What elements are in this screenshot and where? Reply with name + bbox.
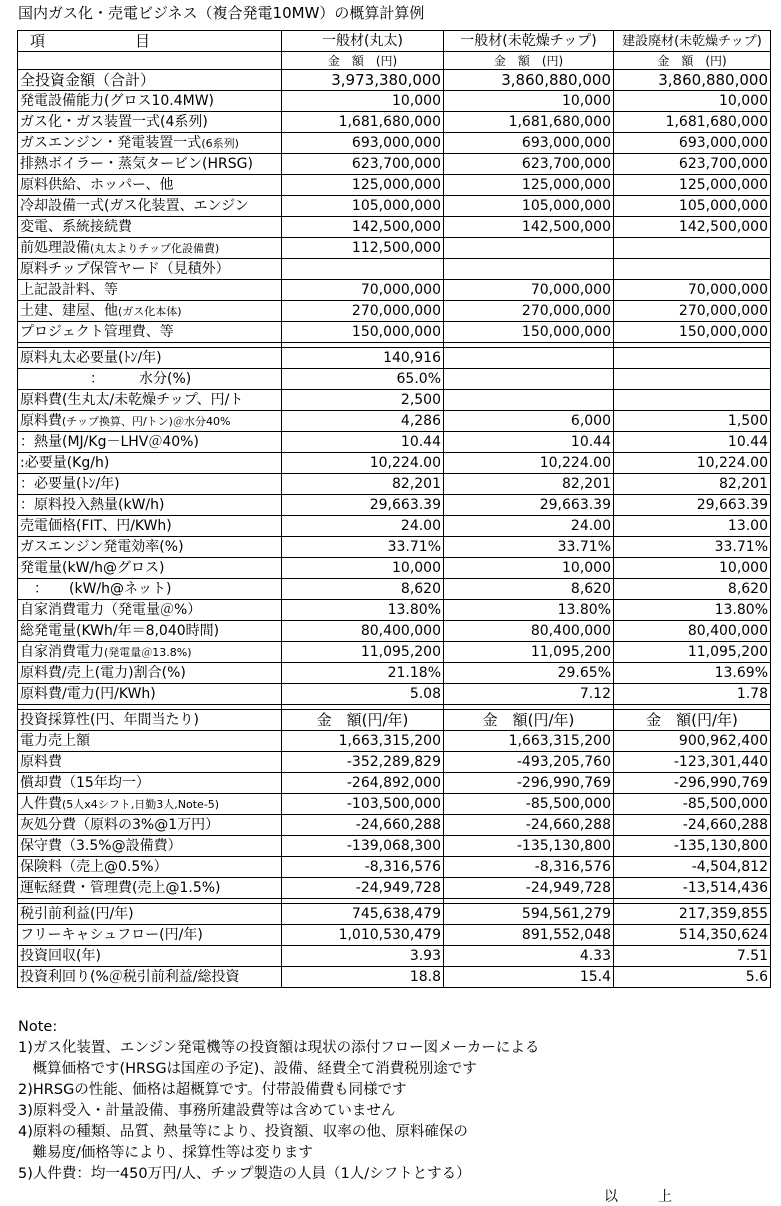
table-row bbox=[18, 836, 771, 857]
value-cell: 3,973,380,000 bbox=[282, 70, 444, 91]
value-cell: 514,350,624 bbox=[614, 925, 771, 946]
value-cell: 125,000,000 bbox=[614, 175, 771, 196]
row-label-text: 電力売上額 bbox=[20, 732, 90, 749]
table-row bbox=[18, 731, 771, 752]
value-cell bbox=[614, 369, 771, 390]
note-line: Note: bbox=[18, 1019, 58, 1035]
row-label bbox=[18, 348, 282, 369]
value-cell: 105,000,000 bbox=[282, 196, 444, 217]
row-label-text: 冷却設備一式(ガス化装置、エンジン bbox=[20, 197, 249, 214]
value-cell: 6,000 bbox=[444, 411, 614, 432]
row-label-text: 発電量(kW/h@グロス) bbox=[20, 559, 165, 576]
row-label-text: ガス化・ガス装置一式(4系列) bbox=[20, 113, 208, 130]
value-cell: 8,620 bbox=[282, 579, 444, 600]
value-cell: 5.6 bbox=[614, 967, 771, 988]
value-cell: 8,620 bbox=[614, 579, 771, 600]
value-cell: 3,860,880,000 bbox=[444, 70, 614, 91]
table-row bbox=[18, 133, 771, 154]
value-cell: 29,663.39 bbox=[282, 495, 444, 516]
value-cell: 1,663,315,200 bbox=[282, 731, 444, 752]
value-cell: 70,000,000 bbox=[444, 280, 614, 301]
row-label bbox=[18, 537, 282, 558]
value-cell: 140,916 bbox=[282, 348, 444, 369]
row-label bbox=[18, 91, 282, 112]
value-cell: 10,224.00 bbox=[614, 453, 771, 474]
value-cell: 10,224.00 bbox=[282, 453, 444, 474]
row-label-text: 償却費（15年均一） bbox=[20, 774, 150, 791]
value-cell: 10.44 bbox=[444, 432, 614, 453]
row-label-text: 原料費 bbox=[20, 412, 62, 429]
row-label-text: 原料費/売上(電力)割合(%) bbox=[20, 664, 186, 681]
table-row bbox=[18, 322, 771, 343]
row-label-text: 変電、系統接続費 bbox=[20, 218, 132, 235]
table-row bbox=[18, 642, 771, 663]
table-row bbox=[18, 878, 771, 899]
value-cell bbox=[444, 238, 614, 259]
row-label bbox=[18, 390, 282, 411]
value-cell: 112,500,000 bbox=[282, 238, 444, 259]
table-row bbox=[18, 579, 771, 600]
row-label-text: 保険料（売上@0.5%） bbox=[20, 858, 168, 875]
row-label bbox=[18, 516, 282, 537]
value-cell: 1,681,680,000 bbox=[444, 112, 614, 133]
value-cell bbox=[444, 369, 614, 390]
value-cell: -85,500,000 bbox=[614, 794, 771, 815]
row-label bbox=[18, 474, 282, 495]
value-cell bbox=[282, 259, 444, 280]
value-cell: 1.78 bbox=[614, 684, 771, 705]
value-cell: 745,638,479 bbox=[282, 904, 444, 925]
row-label-text: ガスエンジン発電効率(%) bbox=[20, 538, 184, 555]
row-label-text: ： 水分(%) bbox=[20, 370, 192, 387]
table-body bbox=[18, 31, 771, 988]
table-row bbox=[18, 495, 771, 516]
unit-row bbox=[18, 52, 771, 70]
table-row bbox=[18, 238, 771, 259]
value-cell: 10.44 bbox=[614, 432, 771, 453]
section-header-row bbox=[18, 710, 771, 731]
value-cell: 150,000,000 bbox=[444, 322, 614, 343]
table-row bbox=[18, 558, 771, 579]
value-cell: 4,286 bbox=[282, 411, 444, 432]
column-header-logs: 一般材(丸太) bbox=[282, 31, 444, 52]
table-row bbox=[18, 70, 771, 91]
row-label bbox=[18, 322, 282, 343]
row-label bbox=[18, 432, 282, 453]
row-label-text: ：熱量(MJ/Kg－LHV＠40%) bbox=[20, 433, 199, 450]
section-header-unit: 金 額(円/年) bbox=[614, 710, 771, 731]
row-label bbox=[18, 175, 282, 196]
note-line: 難易度/価格等により、採算性等は変ります bbox=[18, 1145, 313, 1161]
value-cell: 105,000,000 bbox=[444, 196, 614, 217]
unit-label: 金 額 (円) bbox=[444, 52, 614, 70]
unit-label: 金 額 (円) bbox=[614, 52, 771, 70]
row-label-note: (発電量＠13.8%) bbox=[104, 645, 192, 659]
value-cell: 24.00 bbox=[282, 516, 444, 537]
table-row bbox=[18, 752, 771, 773]
value-cell: 13.69% bbox=[614, 663, 771, 684]
value-cell: 150,000,000 bbox=[614, 322, 771, 343]
value-cell: 2,500 bbox=[282, 390, 444, 411]
value-cell: -24,949,728 bbox=[444, 878, 614, 899]
value-cell: 13.80% bbox=[444, 600, 614, 621]
row-label-text: :必要量(Kg/h) bbox=[20, 454, 110, 471]
value-cell: 1,500 bbox=[614, 411, 771, 432]
note-line: 概算価格です(HRSGは国産の予定)、設備、経費全て消費税別途です bbox=[18, 1061, 477, 1077]
table-row bbox=[18, 904, 771, 925]
value-cell bbox=[614, 238, 771, 259]
value-cell: 11,095,200 bbox=[614, 642, 771, 663]
value-cell: 11,095,200 bbox=[282, 642, 444, 663]
value-cell: -135,130,800 bbox=[444, 836, 614, 857]
table-row bbox=[18, 967, 771, 988]
table-row bbox=[18, 537, 771, 558]
value-cell: 10,000 bbox=[282, 558, 444, 579]
value-cell bbox=[444, 259, 614, 280]
value-cell: 10,000 bbox=[614, 558, 771, 579]
value-cell: 80,400,000 bbox=[282, 621, 444, 642]
row-label bbox=[18, 752, 282, 773]
value-cell bbox=[614, 348, 771, 369]
table-row bbox=[18, 280, 771, 301]
row-label-text: プロジェクト管理費、等 bbox=[20, 323, 174, 340]
value-cell: 693,000,000 bbox=[444, 133, 614, 154]
row-label bbox=[18, 453, 282, 474]
row-label bbox=[18, 731, 282, 752]
value-cell: -24,949,728 bbox=[282, 878, 444, 899]
value-cell: 270,000,000 bbox=[614, 301, 771, 322]
value-cell bbox=[444, 390, 614, 411]
row-label bbox=[18, 946, 282, 967]
value-cell: 623,700,000 bbox=[614, 154, 771, 175]
row-label bbox=[18, 495, 282, 516]
value-cell: 82,201 bbox=[614, 474, 771, 495]
value-cell: 10,000 bbox=[614, 91, 771, 112]
value-cell: -296,990,769 bbox=[614, 773, 771, 794]
row-label-text: 灰処分費（原料の3%@1万円） bbox=[20, 816, 220, 833]
row-label bbox=[18, 217, 282, 238]
value-cell: 1,663,315,200 bbox=[444, 731, 614, 752]
value-cell: -4,504,812 bbox=[614, 857, 771, 878]
table-row bbox=[18, 348, 771, 369]
row-label-text: ガスエンジン・発電装置一式 bbox=[20, 134, 202, 151]
column-header-construction-waste: 建設廃材(未乾燥チップ) bbox=[614, 31, 771, 52]
value-cell: -264,892,000 bbox=[282, 773, 444, 794]
value-cell: -296,990,769 bbox=[444, 773, 614, 794]
table-row bbox=[18, 369, 771, 390]
table-row bbox=[18, 196, 771, 217]
value-cell: 29.65% bbox=[444, 663, 614, 684]
value-cell: 8,620 bbox=[444, 579, 614, 600]
row-label bbox=[18, 642, 282, 663]
value-cell: 29,663.39 bbox=[614, 495, 771, 516]
row-label-text: 排熱ボイラー・蒸気タービン(HRSG) bbox=[20, 155, 253, 172]
value-cell: 10.44 bbox=[282, 432, 444, 453]
note-line: 3)原料受入・計量設備、事務所建設費等は含めていません bbox=[18, 1103, 396, 1119]
value-cell: -352,289,829 bbox=[282, 752, 444, 773]
value-cell: 142,500,000 bbox=[444, 217, 614, 238]
item-header: 項 目 bbox=[18, 31, 282, 52]
row-label-text: ：原料投入熱量(kW/h) bbox=[20, 496, 165, 513]
value-cell: 15.4 bbox=[444, 967, 614, 988]
closing-mark: 以上 bbox=[604, 1189, 712, 1205]
value-cell: 80,400,000 bbox=[614, 621, 771, 642]
row-label bbox=[18, 112, 282, 133]
table-row bbox=[18, 621, 771, 642]
value-cell: 10,224.00 bbox=[444, 453, 614, 474]
row-label-text: 原料チップ保管ヤード（見積外） bbox=[20, 260, 230, 277]
value-cell: 10,000 bbox=[282, 91, 444, 112]
unit-blank bbox=[18, 52, 282, 70]
value-cell: 82,201 bbox=[282, 474, 444, 495]
table-row bbox=[18, 112, 771, 133]
value-cell: -13,514,436 bbox=[614, 878, 771, 899]
row-label-text: 全投資金額（合計） bbox=[20, 70, 156, 89]
row-label bbox=[18, 600, 282, 621]
row-label bbox=[18, 558, 282, 579]
value-cell: 1,681,680,000 bbox=[614, 112, 771, 133]
row-label bbox=[18, 773, 282, 794]
value-cell: -24,660,288 bbox=[614, 815, 771, 836]
value-cell: 693,000,000 bbox=[282, 133, 444, 154]
table-row bbox=[18, 600, 771, 621]
row-label-note: (ガス化本体) bbox=[118, 304, 182, 318]
value-cell: 217,359,855 bbox=[614, 904, 771, 925]
row-label-text: 保守費（3.5%@設備費） bbox=[20, 837, 182, 854]
value-cell: 7.51 bbox=[614, 946, 771, 967]
row-label-text: 原料丸太必要量(ﾄﾝ/年) bbox=[20, 349, 162, 366]
row-label-text: 総発電量(KWh/年＝8,040時間) bbox=[20, 622, 220, 639]
table-row bbox=[18, 453, 771, 474]
row-label-text: 原料供給、ホッパー、他 bbox=[20, 176, 174, 193]
value-cell: 11,095,200 bbox=[444, 642, 614, 663]
row-label bbox=[18, 411, 282, 432]
value-cell: 105,000,000 bbox=[614, 196, 771, 217]
value-cell: 13.80% bbox=[282, 600, 444, 621]
row-label bbox=[18, 301, 282, 322]
value-cell: 3,860,880,000 bbox=[614, 70, 771, 91]
row-label-text: 自家消費電力 bbox=[20, 643, 104, 660]
row-label-note: (チップ換算、円/トン)＠水分40% bbox=[62, 414, 231, 428]
table-row bbox=[18, 684, 771, 705]
table-row bbox=[18, 925, 771, 946]
table-row bbox=[18, 217, 771, 238]
value-cell: 10,000 bbox=[444, 558, 614, 579]
value-cell: 1,681,680,000 bbox=[282, 112, 444, 133]
value-cell: 142,500,000 bbox=[282, 217, 444, 238]
table-row bbox=[18, 857, 771, 878]
value-cell: -103,500,000 bbox=[282, 794, 444, 815]
table-row bbox=[18, 432, 771, 453]
column-header-wet-chips: 一般材(未乾燥チップ) bbox=[444, 31, 614, 52]
value-cell: 623,700,000 bbox=[444, 154, 614, 175]
row-label-text: 税引前利益(円/年) bbox=[20, 905, 134, 922]
note-line: 2)HRSGの性能、価格は超概算です。付帯設備費も同様です bbox=[18, 1082, 407, 1098]
row-label bbox=[18, 794, 282, 815]
value-cell: 80,400,000 bbox=[444, 621, 614, 642]
table-row bbox=[18, 154, 771, 175]
value-cell: -85,500,000 bbox=[444, 794, 614, 815]
value-cell: 10,000 bbox=[444, 91, 614, 112]
value-cell: 150,000,000 bbox=[282, 322, 444, 343]
row-label bbox=[18, 579, 282, 600]
notes-block bbox=[18, 1017, 539, 1185]
row-label-note: (丸太よりチップ化設備費) bbox=[90, 241, 220, 255]
row-label bbox=[18, 238, 282, 259]
value-cell: 142,500,000 bbox=[614, 217, 771, 238]
value-cell: 270,000,000 bbox=[282, 301, 444, 322]
row-label bbox=[18, 967, 282, 988]
row-label-text: 原料費 bbox=[20, 753, 62, 770]
row-label bbox=[18, 663, 282, 684]
value-cell: 13.80% bbox=[614, 600, 771, 621]
value-cell: 125,000,000 bbox=[282, 175, 444, 196]
row-label bbox=[18, 857, 282, 878]
section-header-unit: 金 額(円/年) bbox=[282, 710, 444, 731]
row-label-text: 前処理設備 bbox=[20, 239, 90, 256]
value-cell: 7.12 bbox=[444, 684, 614, 705]
row-label-text: 投資回収(年) bbox=[20, 947, 101, 964]
note-line: 1)ガス化装置、エンジン発電機等の投資額は現状の添付フロー図メーカーによる bbox=[18, 1040, 540, 1056]
value-cell: 900,962,400 bbox=[614, 731, 771, 752]
row-label bbox=[18, 621, 282, 642]
row-label-text: 人件費 bbox=[20, 795, 62, 812]
row-label-text: 運転経費・管理費(売上@1.5%) bbox=[20, 879, 221, 896]
row-label bbox=[18, 878, 282, 899]
value-cell: 13.00 bbox=[614, 516, 771, 537]
row-label-text: 投資利回り(%＠税引前利益/総投資 bbox=[20, 968, 240, 985]
table-row bbox=[18, 946, 771, 967]
header-row bbox=[18, 31, 771, 52]
value-cell: -139,068,300 bbox=[282, 836, 444, 857]
table-row bbox=[18, 175, 771, 196]
note-line: 4)原料の種類、品質、熱量等により、投資額、収率の他、原料確保の bbox=[18, 1124, 468, 1140]
row-label-note: (6系列) bbox=[201, 136, 239, 150]
row-label-text: 売電価格(FIT、円/KWh) bbox=[20, 517, 172, 534]
value-cell: 29,663.39 bbox=[444, 495, 614, 516]
table-row bbox=[18, 773, 771, 794]
row-label bbox=[18, 836, 282, 857]
value-cell: 65.0% bbox=[282, 369, 444, 390]
value-cell bbox=[614, 390, 771, 411]
row-label bbox=[18, 815, 282, 836]
value-cell: 24.00 bbox=[444, 516, 614, 537]
section-header-unit: 金 額(円/年) bbox=[444, 710, 614, 731]
table-row bbox=[18, 259, 771, 280]
value-cell bbox=[614, 259, 771, 280]
row-label-text: 自家消費電力（発電量＠%） bbox=[20, 601, 202, 618]
row-label bbox=[18, 196, 282, 217]
value-cell: 33.71% bbox=[614, 537, 771, 558]
value-cell: -24,660,288 bbox=[444, 815, 614, 836]
row-label bbox=[18, 904, 282, 925]
table-row bbox=[18, 301, 771, 322]
value-cell: -135,130,800 bbox=[614, 836, 771, 857]
table-row bbox=[18, 815, 771, 836]
value-cell: 693,000,000 bbox=[614, 133, 771, 154]
value-cell bbox=[444, 348, 614, 369]
table-row bbox=[18, 663, 771, 684]
row-label bbox=[18, 259, 282, 280]
estimate-table bbox=[17, 30, 771, 988]
value-cell: 1,010,530,479 bbox=[282, 925, 444, 946]
value-cell: 21.18% bbox=[282, 663, 444, 684]
row-label bbox=[18, 684, 282, 705]
value-cell: -24,660,288 bbox=[282, 815, 444, 836]
page-title: 国内ガス化・売電ビジネス（複合発電10MW）の概算計算例 bbox=[18, 4, 425, 22]
value-cell: 891,552,048 bbox=[444, 925, 614, 946]
note-line: 5)人件費：均一450万円/人、チップ製造の人員（1人/シフトとする） bbox=[18, 1166, 471, 1182]
value-cell: 70,000,000 bbox=[614, 280, 771, 301]
value-cell: -123,301,440 bbox=[614, 752, 771, 773]
row-label-text: 土建、建屋、他 bbox=[20, 302, 118, 319]
value-cell: 33.71% bbox=[282, 537, 444, 558]
value-cell: -493,205,760 bbox=[444, 752, 614, 773]
section-header-label: 投資採算性(円、年間当たり) bbox=[18, 710, 282, 731]
value-cell: 270,000,000 bbox=[444, 301, 614, 322]
row-label bbox=[18, 369, 282, 390]
table-row bbox=[18, 794, 771, 815]
table-row bbox=[18, 474, 771, 495]
value-cell: 70,000,000 bbox=[282, 280, 444, 301]
row-label-text: 原料費/電力(円/KWh) bbox=[20, 685, 156, 702]
row-label bbox=[18, 70, 282, 91]
value-cell: -8,316,576 bbox=[282, 857, 444, 878]
value-cell: 82,201 bbox=[444, 474, 614, 495]
row-label bbox=[18, 280, 282, 301]
unit-label: 金 額 (円) bbox=[282, 52, 444, 70]
table-row bbox=[18, 411, 771, 432]
value-cell: 33.71% bbox=[444, 537, 614, 558]
row-label-text: 発電設備能力(グロス10.4MW) bbox=[20, 92, 215, 109]
table-row bbox=[18, 91, 771, 112]
value-cell: -8,316,576 bbox=[444, 857, 614, 878]
row-label-text: 上記設計料、等 bbox=[20, 281, 118, 298]
row-label bbox=[18, 154, 282, 175]
row-label-note: (5人x4シフト,日勤3人,Note-5) bbox=[62, 797, 220, 811]
row-label bbox=[18, 925, 282, 946]
row-label bbox=[18, 133, 282, 154]
table-row bbox=[18, 390, 771, 411]
table-row bbox=[18, 516, 771, 537]
value-cell: 623,700,000 bbox=[282, 154, 444, 175]
value-cell: 5.08 bbox=[282, 684, 444, 705]
value-cell: 594,561,279 bbox=[444, 904, 614, 925]
value-cell: 3.93 bbox=[282, 946, 444, 967]
row-label-text: フリーキャシュフロー(円/年) bbox=[20, 926, 203, 943]
row-label-text: ： (kW/h@ネット) bbox=[20, 580, 172, 597]
value-cell: 125,000,000 bbox=[444, 175, 614, 196]
value-cell: 4.33 bbox=[444, 946, 614, 967]
row-label-text: ：必要量(ﾄﾝ/年) bbox=[20, 475, 120, 492]
value-cell: 18.8 bbox=[282, 967, 444, 988]
row-label-text: 原料費(生丸太/未乾燥チップ、円/ト bbox=[20, 391, 244, 408]
